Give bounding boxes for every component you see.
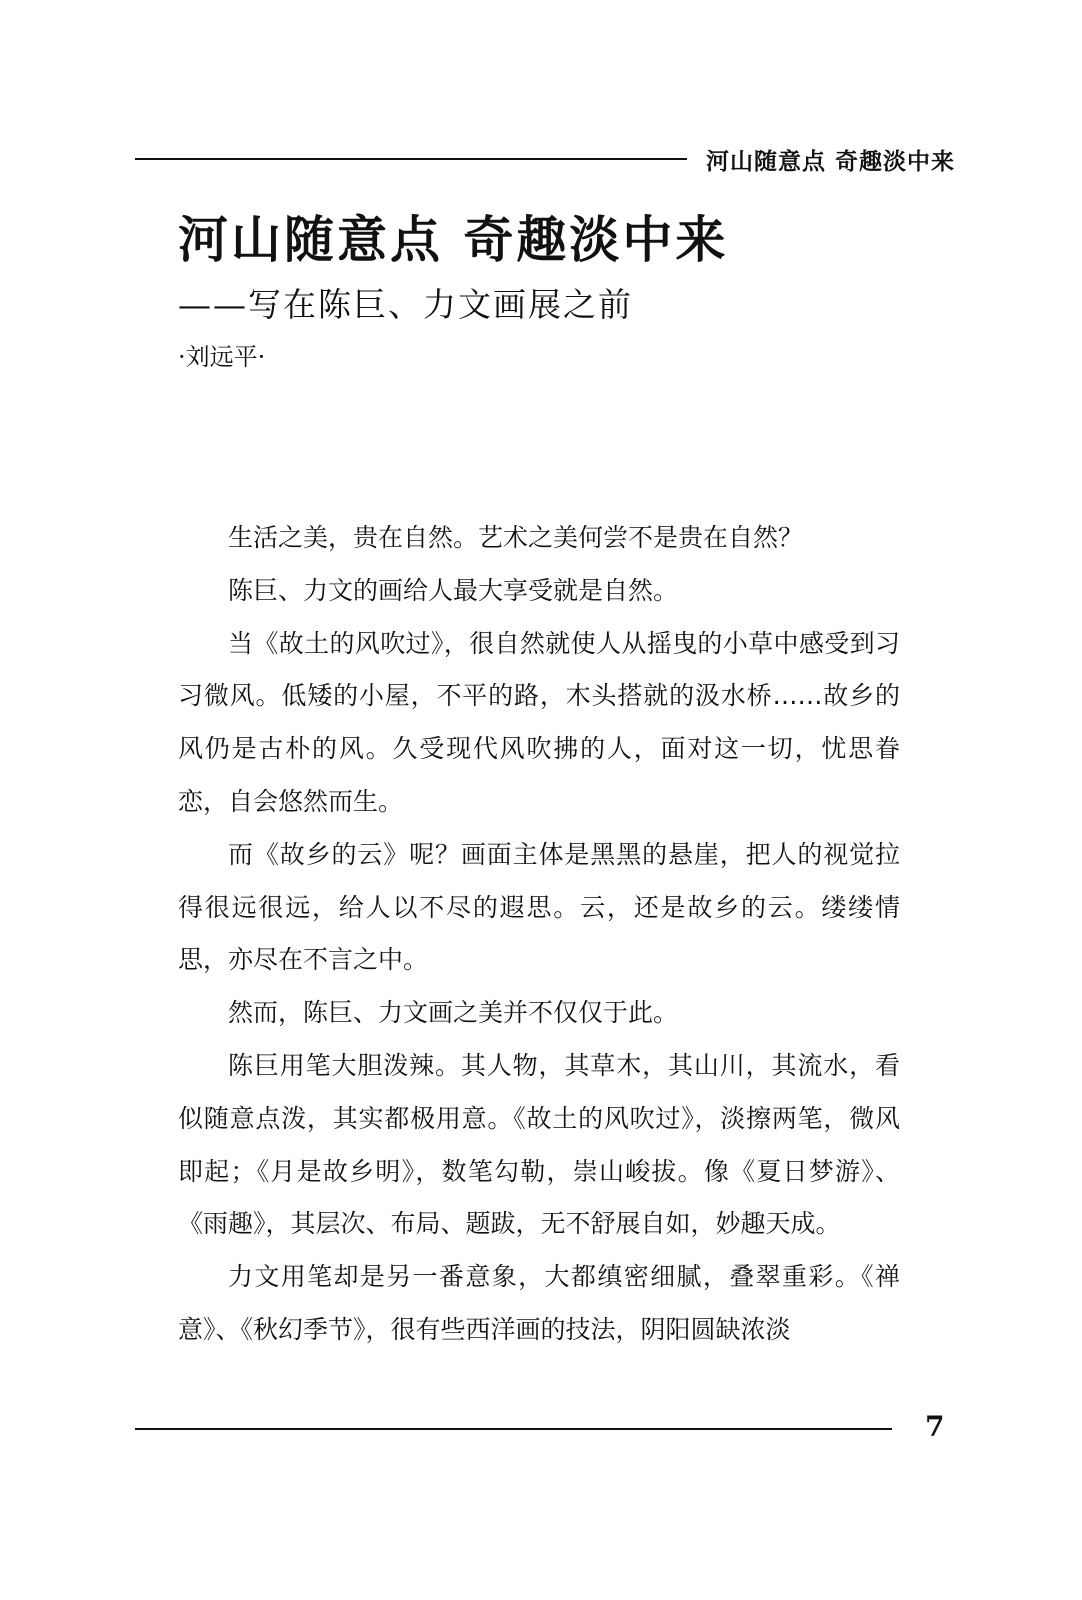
footer-rule — [135, 1428, 892, 1430]
running-header — [135, 143, 955, 177]
paragraph: 力文用笔却是另一番意象，大都缜密细腻，叠翠重彩。《禅意》、《秋幻季节》，很有些西洋画的技法，阴阳圆缺浓淡 — [178, 1262, 900, 1344]
paragraph: 然而，陈巨、力文画之美并不仅仅于此。 — [228, 998, 679, 1028]
paragraph: 陈巨用笔大胆泼辣。其人物，其草木，其山川，其流水，看似随意点泼，其实都极用意。《故土的风吹过》，淡擦两笔，微风即起；《月是故乡明》，数笔勾勒，崇山峻拔。像《夏日梦游》、《雨趣》，其层次、布局、题跋，无不舒展自如，妙趣天成。 — [178, 1050, 900, 1239]
paragraph: 而《故乡的云》呢？画面主体是黑黑的悬崖，把人的视觉拉得很远很远，给人以不尽的遐思。云，还是故乡的云。缕缕情思，亦尽在不言之中。 — [178, 839, 900, 975]
article-author: ·刘远平· — [178, 343, 266, 371]
page-number: 7 — [925, 1410, 945, 1443]
paragraph: 当《故土的风吹过》，很自然就使人从摇曳的小草中感受到习习微风。低矮的小屋，不平的路，木头搭就的汲水桥……故乡的风仍是古朴的风。久受现代风吹拂的人，面对这一切，忧思眷恋，自会悠然而生。 — [178, 628, 900, 816]
paragraph: 陈巨、力文的画给人最大享受就是自然。 — [228, 575, 679, 605]
article-subtitle: ——写在陈巨、力文画展之前 — [178, 285, 633, 324]
running-head-title: 河山随意点 奇趣淡中来 — [705, 149, 955, 175]
article-title: 河山随意点 奇趣淡中来 — [178, 211, 729, 269]
header-rule — [135, 158, 687, 160]
article-body — [178, 512, 900, 1357]
paragraph: 生活之美，贵在自然。艺术之美何尝不是贵在自然？ — [228, 523, 804, 552]
